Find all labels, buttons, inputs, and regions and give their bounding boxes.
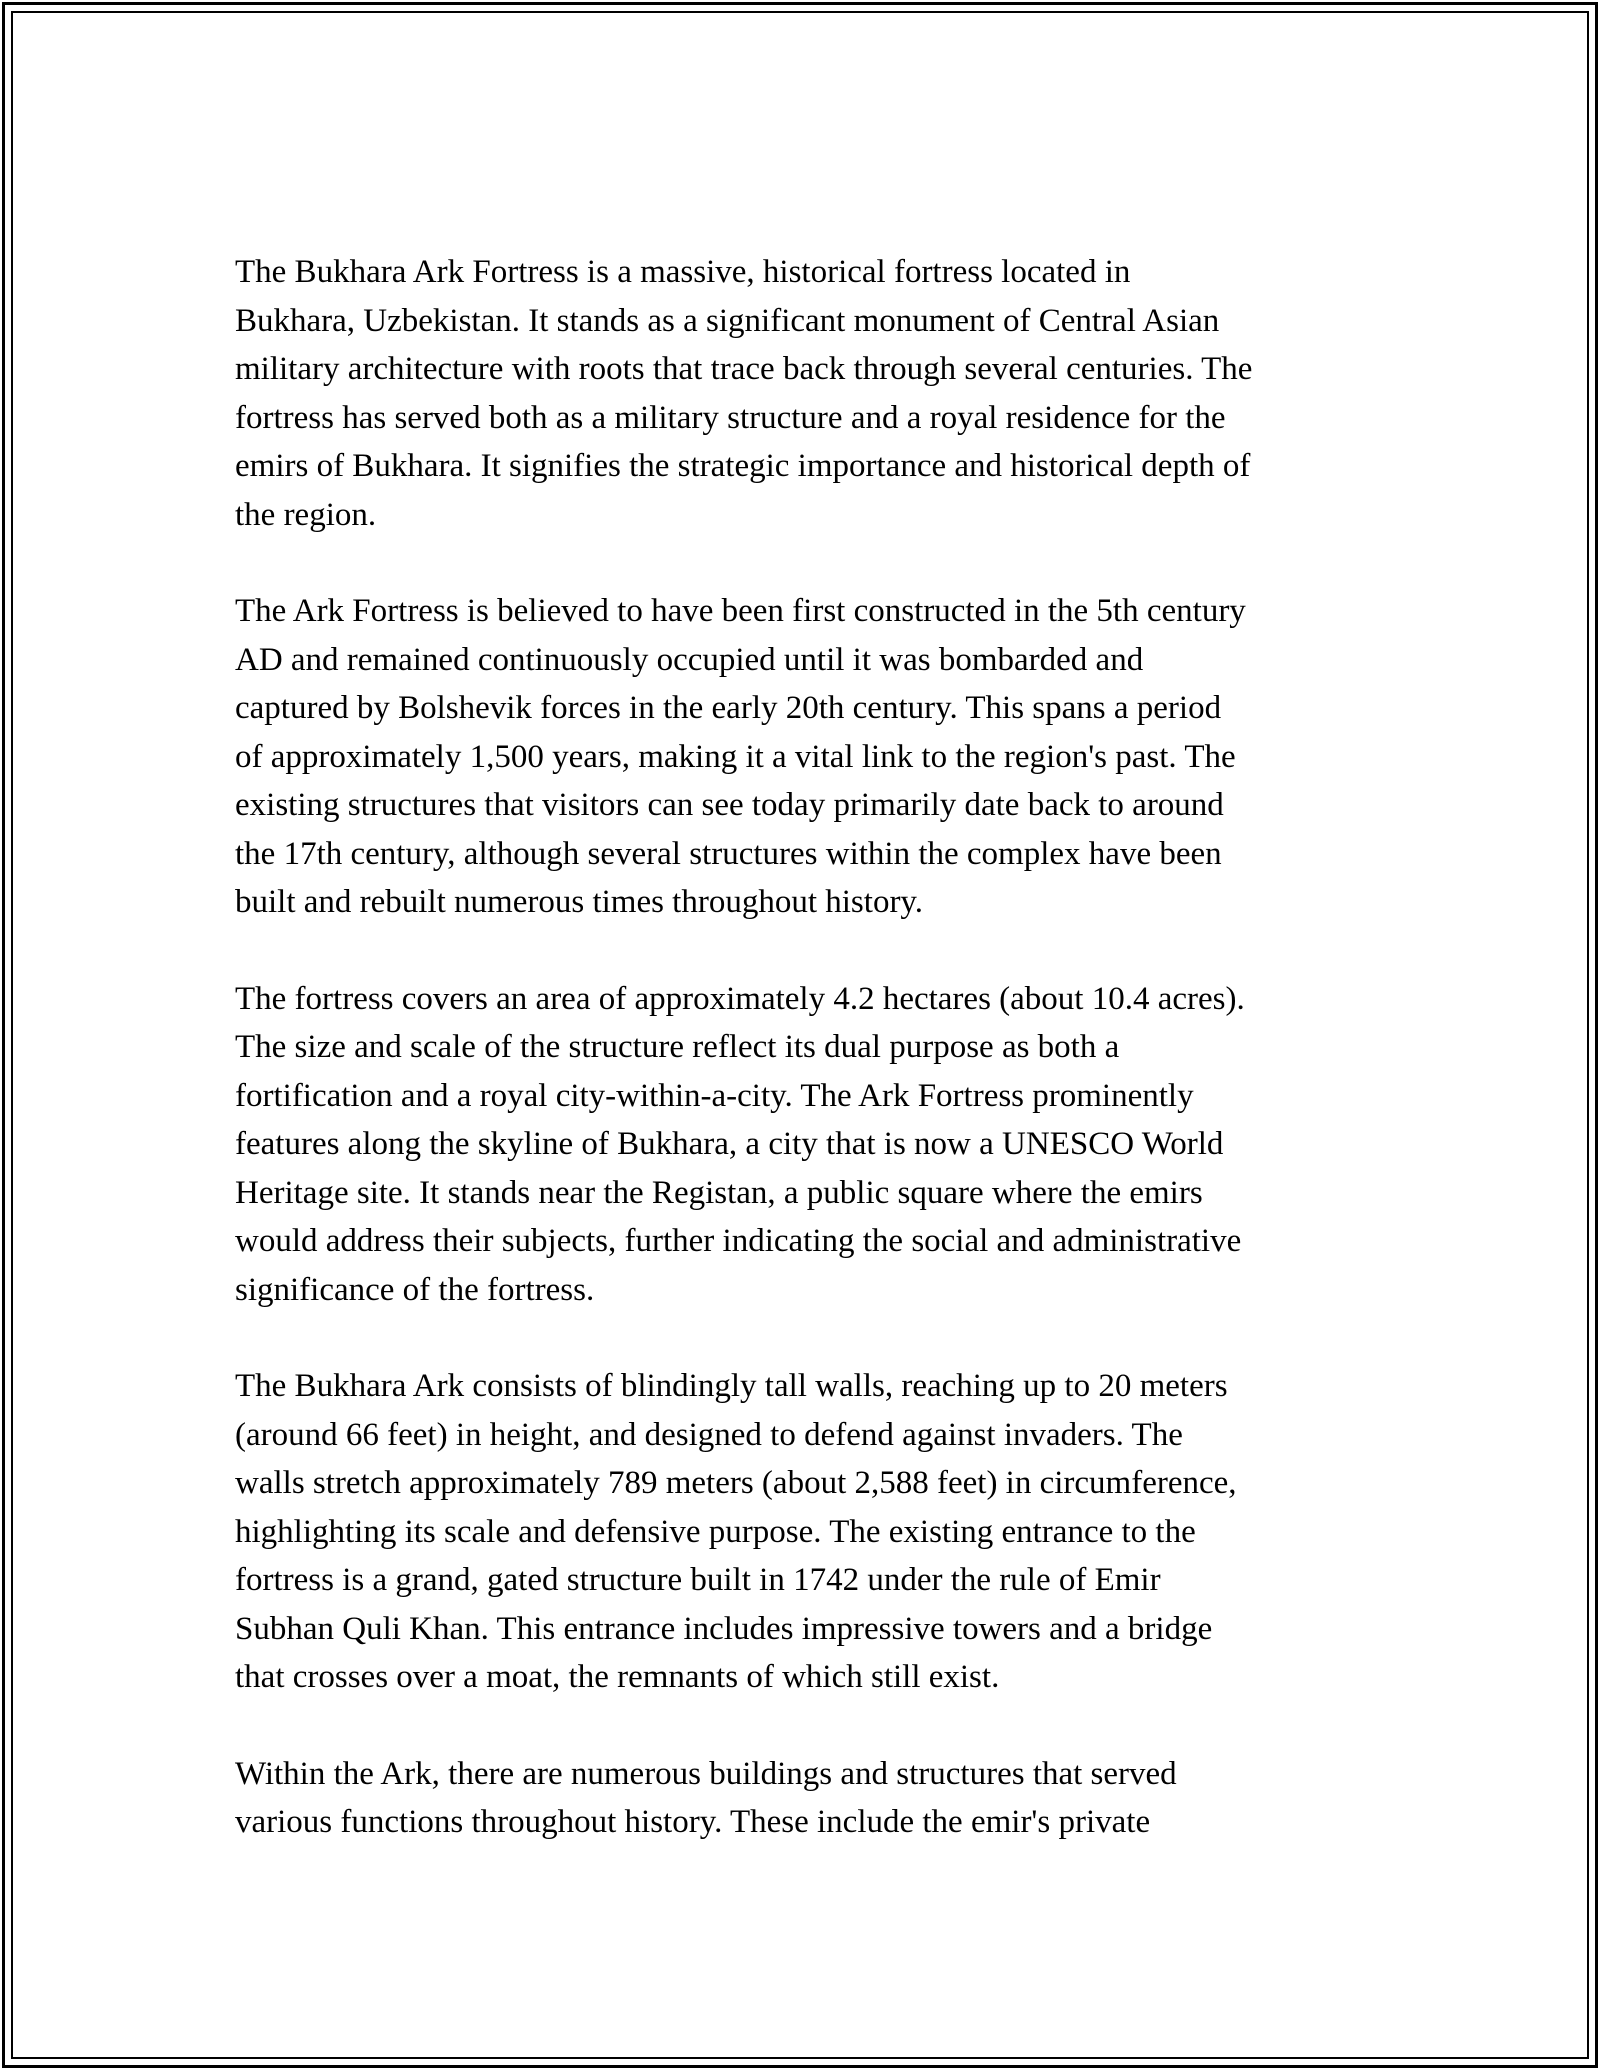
paragraph-line: Bukhara, Uzbekistan. It stands as a significant monument of Central Asian <box>235 302 1220 339</box>
paragraph-line: fortification and a royal city-within-a-city. The Ark Fortress prominently <box>235 1077 1194 1114</box>
paragraph-line: Heritage site. It stands near the Registan, a public square where the emirs <box>235 1174 1203 1211</box>
paragraph-line: The Bukhara Ark consists of blindingly tall walls, reaching up to 20 meters <box>235 1368 1228 1404</box>
paragraph-line: highlighting its scale and defensive purpose. The existing entrance to the <box>235 1513 1196 1550</box>
document-body <box>235 248 1385 1895</box>
paragraph-line: fortress is a grand, gated structure built in 1742 under the rule of Emir <box>235 1562 1161 1598</box>
paragraph-3 <box>235 975 1385 1315</box>
paragraph-line: built and rebuilt numerous times throughout history. <box>235 884 924 920</box>
paragraph-line: The Bukhara Ark Fortress is a massive, historical fortress located in <box>235 254 1131 290</box>
paragraph-line: would address their subjects, further indicating the social and administrative <box>235 1223 1242 1259</box>
paragraph-line: captured by Bolshevik forces in the early 20th century. This spans a period <box>235 690 1222 726</box>
paragraph-line: The Ark Fortress is believed to have been first constructed in the 5th century <box>235 593 1246 629</box>
paragraph-line: walls stretch approximately 789 meters (about 2,588 feet) in circumference, <box>235 1465 1237 1501</box>
paragraph-line: military architecture with roots that trace back through several centuries. The <box>235 351 1253 387</box>
paragraph-1 <box>235 248 1385 539</box>
paragraph-line: The size and scale of the structure reflect its dual purpose as both a <box>235 1029 1120 1065</box>
paragraph-line: (around 66 feet) in height, and designed to defend against invaders. The <box>235 1416 1183 1453</box>
paragraph-line: the 17th century, although several structures within the complex have been <box>235 835 1222 872</box>
paragraph-line: of approximately 1,500 years, making it a vital link to the region's past. The <box>235 738 1236 775</box>
paragraph-line: Subhan Quli Khan. This entrance includes impressive towers and a bridge <box>235 1610 1213 1647</box>
paragraph-line: that crosses over a moat, the remnants of which still exist. <box>235 1659 1000 1695</box>
paragraph-4 <box>235 1362 1385 1702</box>
paragraph-line: existing structures that visitors can see today primarily date back to around <box>235 787 1224 823</box>
paragraph-line: the region. <box>235 496 377 533</box>
paragraph-line: fortress has served both as a military structure and a royal residence for the <box>235 399 1226 436</box>
paragraph-2 <box>235 587 1385 927</box>
paragraph-line: emirs of Bukhara. It signifies the strategic importance and historical depth of <box>235 448 1251 484</box>
paragraph-line: AD and remained continuously occupied until it was bombarded and <box>235 641 1144 678</box>
paragraph-line: features along the skyline of Bukhara, a city that is now a UNESCO World <box>235 1126 1224 1162</box>
paragraph-line: Within the Ark, there are numerous buildings and structures that served <box>235 1755 1177 1792</box>
paragraph-line: significance of the fortress. <box>235 1271 595 1308</box>
paragraph-5 <box>235 1750 1385 1847</box>
paragraph-line: various functions throughout history. These include the emir's private <box>235 1804 1151 1840</box>
paragraph-line: The fortress covers an area of approximately 4.2 hectares (about 10.4 acres). <box>235 980 1245 1017</box>
